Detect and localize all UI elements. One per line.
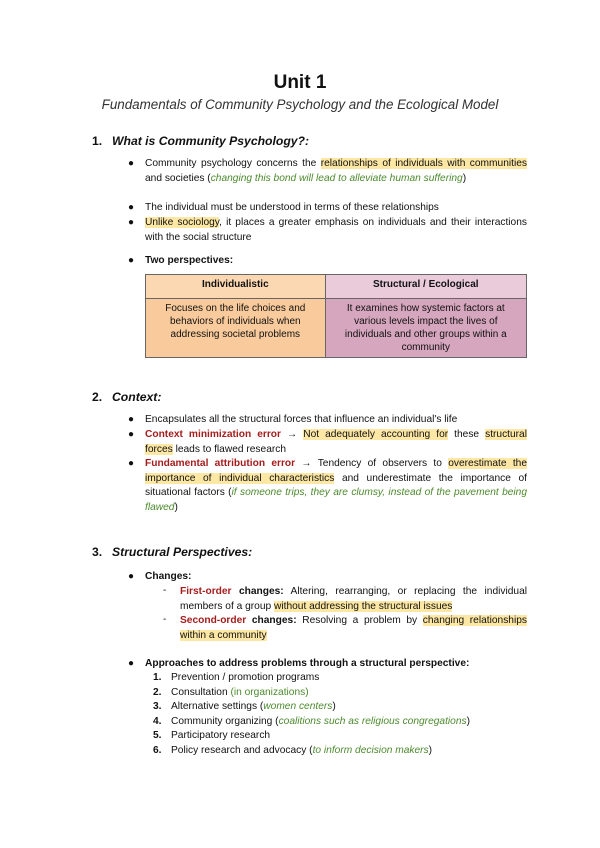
section-3-number: 3. xyxy=(92,545,103,559)
s1-bullet-4: Two perspectives: xyxy=(145,255,234,266)
section-2-title: Context: xyxy=(112,390,162,404)
bullet-icon: ● xyxy=(128,255,135,266)
s2-bullet-1: Encapsulates all the structural forces that influence an individual's life xyxy=(145,414,458,425)
highlight: changing relationships within a community xyxy=(180,615,527,641)
green-note: (in organizations) xyxy=(230,687,309,698)
changes-label: Changes: xyxy=(145,571,192,582)
section-2-number: 2. xyxy=(92,390,103,404)
bullet-icon: ● xyxy=(128,414,135,425)
section-1-heading xyxy=(92,134,309,148)
list-item: Participatory research xyxy=(171,730,271,741)
section-3-heading xyxy=(92,545,252,559)
highlight: Not adequately accounting for xyxy=(303,429,449,440)
dash-icon: - xyxy=(163,585,167,596)
section-1-title: What is Community Psychology?: xyxy=(112,134,310,148)
bullet-icon: ● xyxy=(128,571,135,582)
list-item-number: 2. xyxy=(153,687,162,698)
bullet-icon: ● xyxy=(128,429,135,440)
red-term: Context minimization error xyxy=(145,429,281,440)
bullet-icon: ● xyxy=(128,458,135,469)
highlight: structural forces xyxy=(145,429,527,455)
second-order-change: Second-order changes: Resolving a problem by changing relationships within a community xyxy=(180,615,527,641)
green-note: women centers xyxy=(263,701,333,712)
list-item-number: 3. xyxy=(153,701,162,712)
green-note: coalitions such as religious congregations xyxy=(278,716,467,727)
highlight: Unlike sociology xyxy=(145,217,220,228)
red-term: Second-order xyxy=(180,615,247,626)
section-2-heading xyxy=(92,390,161,404)
green-note: if someone trips, they are clumsy, instead of the pavement being flawed xyxy=(145,487,527,513)
approaches-label: Approaches to address problems through a structural perspective: xyxy=(145,658,470,669)
list-item: Policy research and advocacy (to inform decision makers) xyxy=(171,745,433,756)
dash-icon: - xyxy=(163,614,167,625)
green-note: to inform decision makers xyxy=(312,745,429,756)
list-item-number: 4. xyxy=(153,716,162,727)
highlight: relationships of individuals with communities xyxy=(320,158,527,169)
list-item: Prevention / promotion programs xyxy=(171,672,320,683)
s1-bullet-3: Unlike sociology, it places a greater emphasis on individuals and their interactions with the social structure xyxy=(145,217,527,243)
first-order-change: First-order changes: Altering, rearranging, or replacing the individual members of a group without addressing the structural issues xyxy=(180,586,527,612)
bullet-icon: ● xyxy=(128,658,135,669)
table-header-structural: Structural / Ecological xyxy=(325,275,526,299)
page-title: Unit 1 xyxy=(273,72,327,93)
page-subtitle: Fundamentals of Community Psychology and the Ecological Model xyxy=(101,97,499,112)
list-item-number: 6. xyxy=(153,745,162,756)
table-cell-structural: It examines how systemic factors at various levels impact the lives of individuals and other groups within a community xyxy=(325,299,526,358)
list-item-number: 5. xyxy=(153,730,162,741)
highlight: without addressing the structural issues xyxy=(274,600,453,612)
bullet-icon: ● xyxy=(128,202,135,213)
red-term: Fundamental attribution error xyxy=(145,458,296,469)
s1-bullet-2: The individual must be understood in terms of these relationships xyxy=(145,202,439,213)
section-1-number: 1. xyxy=(92,134,103,148)
s2-bullet-3: Fundamental attribution error → Tendency of observers to overestimate the importance of individual characteristics and underestimate the importance of situational factors (if someone trips, they are clumsy, instead of the pavement being flawed) xyxy=(145,458,528,513)
red-term: First-order xyxy=(180,586,232,597)
section-3-title: Structural Perspectives: xyxy=(112,545,253,559)
list-item: Consultation (in organizations) xyxy=(171,687,309,698)
green-note: changing this bond will lead to alleviate human suffering xyxy=(210,172,463,184)
list-item-number: 1. xyxy=(153,672,162,683)
table-header-individualistic: Individualistic xyxy=(146,275,326,299)
perspectives-table xyxy=(145,274,527,358)
list-item: Alternative settings (women centers) xyxy=(171,701,336,712)
highlight: overestimate the importance of individual characteristics xyxy=(145,458,527,484)
list-item: Community organizing (coalitions such as religious congregations) xyxy=(171,716,470,727)
bullet-icon: ● xyxy=(128,217,135,228)
s2-bullet-2: Context minimization error → Not adequately accounting for these structural forces leads to flawed research xyxy=(145,429,527,455)
s1-bullet-1: Community psychology concerns the relationships of individuals with communities and societies (changing this bond will lead to alleviate human suffering) xyxy=(145,158,527,184)
table-cell-individualistic: Focuses on the life choices and behaviors of individuals when addressing societal problems xyxy=(146,299,326,358)
bullet-icon: ● xyxy=(128,158,135,169)
